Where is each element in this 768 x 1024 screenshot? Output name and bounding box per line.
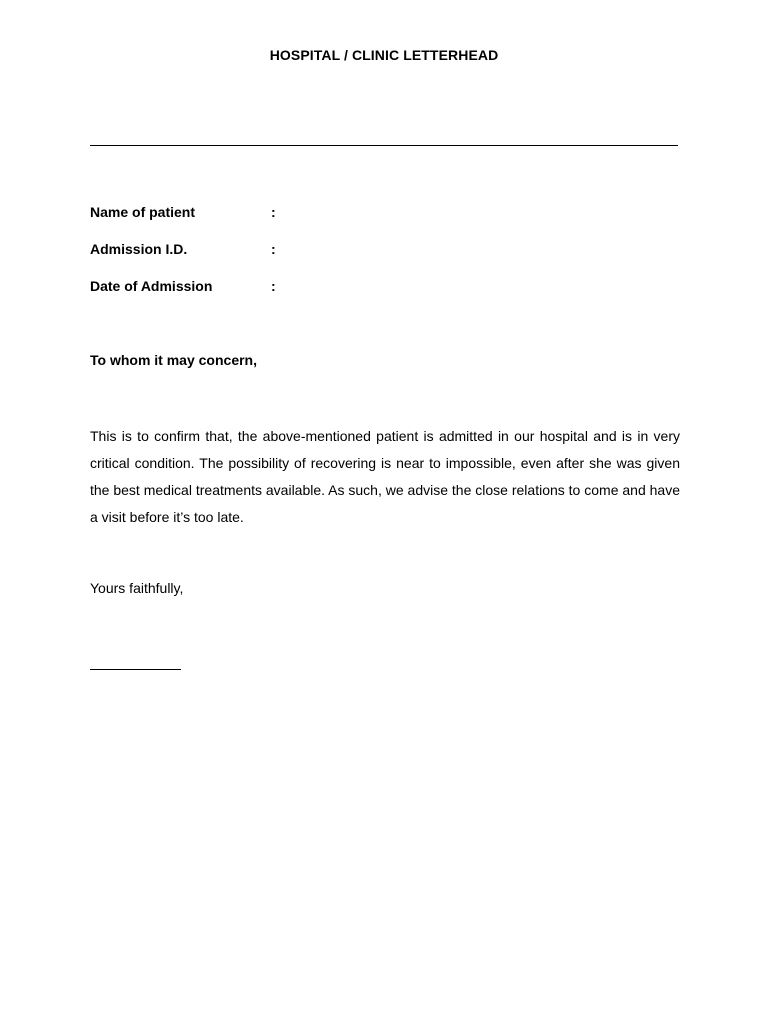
field-row-admission-id [90, 241, 390, 261]
field-separator: : [271, 204, 276, 220]
field-row-admission-date [90, 278, 390, 298]
header-divider [90, 145, 678, 146]
salutation: To whom it may concern, [90, 352, 257, 368]
field-separator: : [271, 278, 276, 294]
letterhead-title: HOSPITAL / CLINIC LETTERHEAD [269, 47, 499, 63]
signature-line [90, 669, 181, 670]
field-row-patient-name [90, 204, 390, 224]
body-paragraph: This is to confirm that, the above-mentioned patient is admitted in our hospital and is in very critical condition. The possibility of recovering is near to impossible, even after she was given the best medical treatments available. As such, we advise the close relations to come and have a visit before it’s too late. [90, 428, 680, 525]
closing-line: Yours faithfully, [90, 580, 184, 596]
field-label-admission-date: Date of Admission [90, 278, 213, 294]
field-label-admission-id: Admission I.D. [90, 241, 188, 257]
field-label-patient-name: Name of patient [90, 204, 196, 220]
field-separator: : [271, 241, 276, 257]
